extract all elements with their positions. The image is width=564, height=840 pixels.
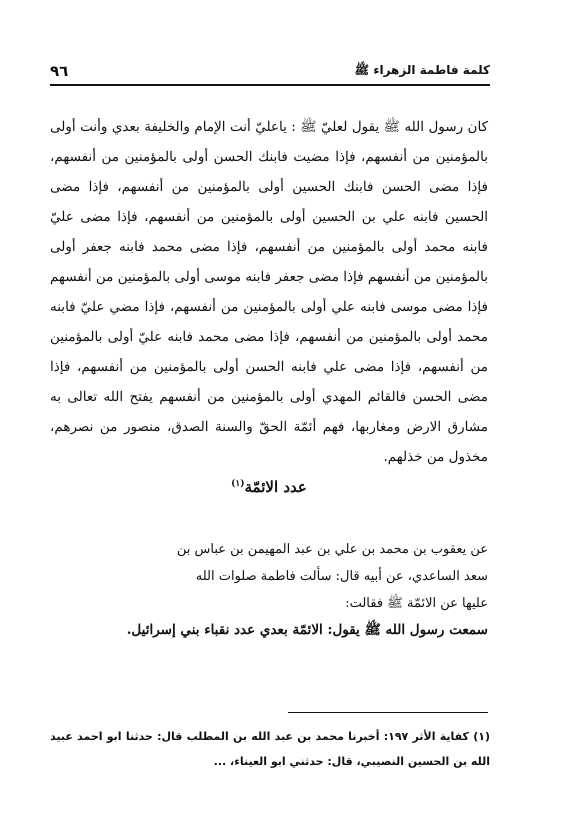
hadith-quote: سمعت رسول الله ﷺ يقول: الائمّة بعدي عدد نقباء بني إسرائيل.	[126, 622, 488, 638]
hadith-chain-line-1: عن يعقوب بن محمد بن علي بن عبد المهيمن بن عباس بن	[176, 542, 488, 557]
running-title: كلمة فاطمة الزهراء ﷺ	[354, 62, 490, 77]
hadith-chain-line-3: عليها عن الائمّة ﷺ فقالت:	[345, 596, 488, 611]
section-heading	[50, 478, 488, 496]
hadith-chain-line-2: سعد الساعدي، عن أبيه قال: سألت فاطمة صلوات الله	[195, 569, 488, 584]
footnote-reference: (١)	[231, 479, 245, 489]
section-heading-text: عدد الائمّة	[244, 478, 307, 496]
hadith-block	[60, 536, 488, 644]
page-number: ٩٦	[50, 62, 69, 80]
body-paragraph: كان رسول الله ﷺ يقول لعليّ ﷺ : ياعليّ أنت الإمام والخليفة بعدي وأنت أولى بالمؤمنين من أنفسهم، فإذا مضيت فابنك الحسن أولى بالمؤمنين من أنفسهم، فإذا مضى الحسن فابنك الحسين أولى بالمؤمنين من أنفسهم، فإذا مضى الحسين فابنه علي بن الحسين أولى بالمؤمنين من أنفسهم، فإذا مضى عليّ فابنه محمد أولى بالمؤمنين من أنفسهم، فإذا مضى محمد فابنه جعفر أولى بالمؤمنين من أنفسهم فإذا مضى جعفر فابنه موسى أولى بالمؤمنين من أنفسهم فإذا مضى موسى فابنه علي أولى بالمؤمنين من أنفسهم، فإذا مضي عليّ فابنه محمد أولى بالمؤمنين من أنفسهم، فإذا مضى محمد فابنه عليّ أولى بالمؤمنين من أنفسهم، فإذا مضى علي فابنه الحسن أولى بالمؤمنين من أنفسهم، فإذا مضى الحسن فالقائم المهدي أولى بالمؤمنين من أنفسهم يفتح الله تعالى به مشارق الارض ومغاربها، فهم أئمّة الحقّ والسنة الصدق، منصور من نصرهم، مخذول من خذلهم.	[50, 119, 488, 465]
footnote: (١) كفاية الأثر ١٩٧: أخبرنا محمد بن عبد الله بن المطلب قال: حدثنا ابو احمد عبيد الله بن الحسين النصيبي، قال: حدثني ابو العيناء، ...	[50, 730, 490, 768]
footnote-divider	[288, 712, 488, 713]
page-header	[50, 58, 490, 86]
